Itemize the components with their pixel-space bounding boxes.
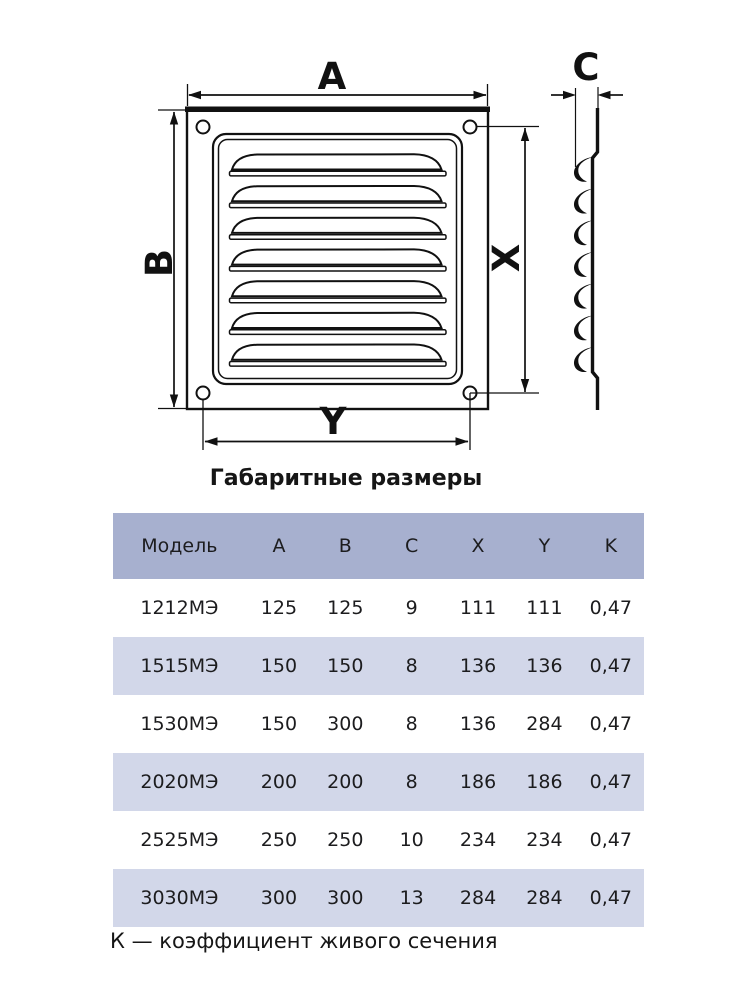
louver-lip	[230, 171, 447, 176]
side-profile-plate	[593, 108, 598, 410]
value-cell: 284	[526, 887, 563, 909]
table-header-cell: B	[338, 535, 352, 557]
value-cell: 0,47	[589, 713, 632, 735]
value-cell: 136	[526, 655, 563, 677]
grille-side-view	[574, 108, 598, 410]
dim-label-a: A	[317, 55, 347, 98]
arrowhead	[521, 379, 529, 392]
table-row	[113, 869, 644, 927]
arrowhead	[170, 112, 178, 125]
louver-slat	[232, 313, 442, 328]
dimension-c	[551, 87, 623, 167]
arrowhead	[205, 437, 218, 445]
table-header-row	[113, 513, 644, 579]
value-cell: 10	[399, 829, 424, 851]
footnote: К — коэффициент живого сечения	[110, 929, 498, 953]
value-cell: 250	[260, 829, 298, 851]
arrowhead	[474, 91, 487, 99]
table-row	[113, 579, 644, 637]
table-header-cell: Модель	[141, 535, 218, 557]
louver-hook	[574, 347, 593, 372]
louver-hook	[574, 220, 593, 245]
value-cell: 186	[526, 771, 563, 793]
value-cell: 13	[399, 887, 424, 909]
frame-top-edge	[185, 107, 490, 113]
value-cell: 234	[526, 829, 563, 851]
table-row	[113, 637, 644, 695]
louver-lip	[230, 203, 447, 208]
value-cell: 150	[327, 655, 364, 677]
arrowhead	[563, 91, 576, 99]
arrowhead	[598, 91, 611, 99]
table-row	[113, 695, 644, 753]
value-cell: 150	[260, 655, 298, 677]
dim-label-c: C	[572, 46, 600, 89]
louvers	[230, 154, 447, 366]
value-cell: 8	[405, 713, 418, 735]
table-header-cell: K	[604, 535, 618, 557]
arrowhead	[521, 128, 529, 141]
value-cell: 9	[405, 597, 418, 619]
dim-label-b: B	[138, 248, 181, 278]
model-cell: 2020МЭ	[140, 771, 219, 793]
louver-hook	[574, 316, 593, 341]
table-header-cell: X	[471, 535, 485, 557]
value-cell: 300	[260, 887, 298, 909]
louver-hook	[574, 284, 593, 309]
louver-slat	[232, 345, 442, 360]
value-cell: 8	[405, 655, 418, 677]
model-cell: 1212МЭ	[140, 597, 219, 619]
value-cell: 136	[459, 713, 497, 735]
dim-label-y: Y	[319, 400, 347, 443]
louver-hook	[574, 189, 593, 214]
model-cell: 2525МЭ	[140, 829, 219, 851]
value-cell: 200	[260, 771, 298, 793]
value-cell: 284	[459, 887, 497, 909]
screw-hole	[197, 387, 210, 400]
value-cell: 234	[459, 829, 497, 851]
dim-label-x: X	[485, 243, 528, 273]
arrowhead	[170, 395, 178, 408]
side-profile-louver-hooks	[574, 157, 593, 372]
table-row	[113, 753, 644, 811]
value-cell: 111	[459, 597, 497, 619]
screw-hole	[464, 121, 477, 134]
louver-lip	[230, 298, 447, 303]
model-cell: 3030МЭ	[140, 887, 219, 909]
value-cell: 136	[459, 655, 497, 677]
dimensions-table	[113, 513, 644, 927]
value-cell: 250	[327, 829, 364, 851]
value-cell: 300	[327, 887, 364, 909]
louver-hook	[574, 157, 593, 182]
table-row	[113, 811, 644, 869]
arrowhead	[456, 437, 469, 445]
table-header-cell: Y	[538, 535, 551, 557]
model-cell: 1515МЭ	[140, 655, 219, 677]
louver-lip	[230, 330, 447, 335]
value-cell: 8	[405, 771, 418, 793]
value-cell: 0,47	[589, 771, 632, 793]
louver-slat	[232, 218, 442, 233]
louver-slat	[232, 154, 442, 169]
louver-slat	[232, 249, 442, 264]
louver-lip	[230, 235, 447, 240]
value-cell: 111	[526, 597, 563, 619]
louver-hook	[574, 252, 593, 277]
louver-lip	[230, 266, 447, 271]
value-cell: 125	[260, 597, 298, 619]
louver-slat	[232, 186, 442, 201]
arrowhead	[188, 91, 201, 99]
value-cell: 0,47	[589, 655, 632, 677]
value-cell: 200	[327, 771, 364, 793]
louver-lip	[230, 362, 447, 367]
value-cell: 186	[459, 771, 497, 793]
value-cell: 300	[327, 713, 364, 735]
value-cell: 284	[526, 713, 563, 735]
table-header-cell: A	[272, 535, 286, 557]
louver-slat	[232, 281, 442, 296]
value-cell: 150	[260, 713, 298, 735]
screw-hole	[197, 121, 210, 134]
value-cell: 0,47	[589, 597, 632, 619]
grille-front-view	[185, 107, 490, 410]
value-cell: 0,47	[589, 887, 632, 909]
table-header-cell: C	[405, 535, 419, 557]
value-cell: 0,47	[589, 829, 632, 851]
model-cell: 1530МЭ	[140, 713, 219, 735]
diagram-caption: Габаритные размеры	[209, 466, 483, 491]
value-cell: 125	[327, 597, 364, 619]
